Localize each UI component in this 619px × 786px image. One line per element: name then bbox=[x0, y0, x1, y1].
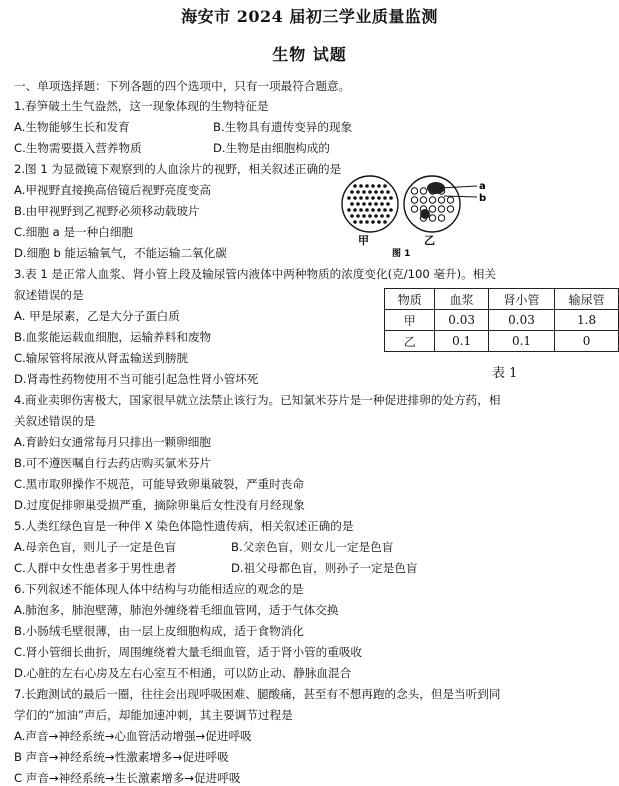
table-cell: 乙 bbox=[385, 331, 435, 352]
red-blood-cell-dot bbox=[377, 208, 381, 212]
q4-option-b: B.可不遵医嘱自行去药店购买氯米芬片 bbox=[14, 456, 212, 470]
figure-caption: 图 1 bbox=[392, 249, 411, 259]
q6-option-d: D.心脏的左右心房及左右心室互不相通，可以防止动、静脉血混合 bbox=[14, 666, 352, 680]
red-blood-cell-dot bbox=[374, 190, 378, 194]
red-blood-cell-dot bbox=[380, 190, 384, 194]
table-cell: 0.1 bbox=[435, 331, 488, 352]
q2-option-c: C.细胞 a 是一种白细胞 bbox=[14, 225, 134, 239]
red-blood-cell-dot bbox=[371, 196, 375, 200]
q7-option-a: A.声音→神经系统→心血管活动增强→促进呼吸 bbox=[14, 729, 252, 743]
q1-option-d: D.生物是由细胞构成的 bbox=[213, 141, 330, 155]
blood-smear-figure bbox=[332, 174, 492, 260]
table-header: 输尿管 bbox=[555, 289, 619, 310]
red-blood-cell-dot bbox=[362, 190, 366, 194]
q6-option-a: A.肺泡多，肺泡壁薄，肺泡外缠绕着毛细血管网，适于气体交换 bbox=[14, 603, 339, 617]
q5-option-a: A.母亲色盲，则儿子一定是色盲 bbox=[14, 540, 177, 554]
q3-option-a: A. 甲是尿素，乙是大分子蛋白质 bbox=[14, 309, 180, 323]
q5-option-d: D.祖父母都色盲，则孙子一定是色盲 bbox=[231, 561, 418, 575]
red-blood-cell-ring bbox=[411, 206, 417, 212]
q3-stem-line1: 3.表 1 是正常人血浆、肾小管上段及输尿管内液体中两种物质的浓度变化(克/100 毫升)。相关 bbox=[14, 267, 496, 281]
table-header: 血浆 bbox=[435, 289, 488, 310]
red-blood-cell-dot bbox=[386, 202, 390, 206]
red-blood-cell-dot bbox=[371, 208, 375, 212]
red-blood-cell-dot bbox=[359, 220, 363, 224]
red-blood-cell-ring bbox=[420, 188, 426, 194]
exam-title: 海安市 2024 届初三学业质量监测 bbox=[181, 7, 438, 26]
red-blood-cell-dot bbox=[374, 214, 378, 218]
q4-stem-line1: 4.商业卖卵伤害极大，国家很早就立法禁止该行为。已知氯米芬片是一种促进排卵的处方药，相 bbox=[14, 393, 501, 407]
q2-option-a: A.甲视野直接换高倍镜后视野亮度变高 bbox=[14, 183, 211, 197]
red-blood-cell-dot bbox=[377, 220, 381, 224]
table-cell: 0.1 bbox=[488, 331, 554, 352]
field-yi bbox=[404, 176, 460, 232]
q7-stem-line1: 7.长跑测试的最后一圈，往往会出现呼吸困难、腿酸痛，甚至有不想再跑的念头，但是当听到同 bbox=[14, 687, 501, 701]
red-blood-cell-ring bbox=[429, 215, 435, 221]
red-blood-cell-ring bbox=[447, 197, 453, 203]
red-blood-cell-dot bbox=[353, 184, 357, 188]
q3-option-c: C.输尿管将尿液从肾盂输送到膀胱 bbox=[14, 351, 189, 365]
red-blood-cell-dot bbox=[374, 202, 378, 206]
red-blood-cell-dot bbox=[383, 184, 387, 188]
table-cell: 甲 bbox=[385, 310, 435, 331]
q6-option-b: B.小肠绒毛壁很薄，由一层上皮细胞构成，适于食物消化 bbox=[14, 624, 304, 638]
red-blood-cell-dot bbox=[356, 190, 360, 194]
red-blood-cell-ring bbox=[438, 206, 444, 212]
q2-stem: 2.图 1 为显微镜下观察到的人血涂片的视野，相关叙述正确的是 bbox=[14, 162, 342, 176]
red-blood-cell-dot bbox=[371, 220, 375, 224]
label-yi: 乙 bbox=[424, 234, 435, 247]
q1-option-b: B.生物具有遗传变异的现象 bbox=[213, 120, 353, 134]
label-a: a bbox=[479, 181, 486, 192]
red-blood-cell-dot bbox=[356, 202, 360, 206]
field-jia bbox=[342, 176, 398, 232]
red-blood-cell-dot bbox=[377, 196, 381, 200]
exam-subtitle: 生物 试题 bbox=[272, 45, 347, 64]
q7-stem-line2: 学们的“加油”声后，却能加速冲刺，其主要调节过程是 bbox=[14, 708, 293, 722]
table-caption: 表 1 bbox=[492, 366, 518, 381]
red-blood-cell-dot bbox=[368, 202, 372, 206]
q4-option-d: D.过度促排卵巢受损严重，摘除卵巢后女性没有月经现象 bbox=[14, 498, 305, 512]
red-blood-cell-dot bbox=[347, 208, 351, 212]
q4-stem-line2: 关叙述错误的是 bbox=[14, 414, 96, 428]
table-row bbox=[385, 331, 619, 352]
label-jia: 甲 bbox=[358, 234, 369, 247]
red-blood-cell-dot bbox=[383, 196, 387, 200]
red-blood-cell-dot bbox=[359, 184, 363, 188]
red-blood-cell-dot bbox=[368, 214, 372, 218]
q5-option-c: C.人群中女性患者多于男性患者 bbox=[14, 561, 177, 575]
q3-option-b: B.血浆能运载血细胞，运输养料和废物 bbox=[14, 330, 212, 344]
red-blood-cell-dot bbox=[350, 214, 354, 218]
red-blood-cell-dot bbox=[356, 214, 360, 218]
red-blood-cell-ring bbox=[447, 206, 453, 212]
red-blood-cell-dot bbox=[386, 190, 390, 194]
red-blood-cell-dot bbox=[386, 214, 390, 218]
red-blood-cell-dot bbox=[347, 196, 351, 200]
q1-stem: 1.春笋破土生气盎然，这一现象体现的生物特征是 bbox=[14, 99, 269, 113]
q4-option-a: A.育龄妇女通常每月只排出一颗卵细胞 bbox=[14, 435, 211, 449]
red-blood-cell-ring bbox=[438, 197, 444, 203]
red-blood-cell-dot bbox=[389, 196, 393, 200]
q3-stem-line2: 叙述错误的是 bbox=[14, 288, 84, 302]
concentration-table bbox=[384, 288, 619, 352]
red-blood-cell-dot bbox=[377, 184, 381, 188]
red-blood-cell-dot bbox=[380, 214, 384, 218]
q7-option-b: B 声音→神经系统→性激素增多→促进呼吸 bbox=[14, 750, 229, 764]
red-blood-cell-dot bbox=[368, 190, 372, 194]
table-cell: 1.8 bbox=[555, 310, 619, 331]
q6-stem: 6.下列叙述不能体现人体中结构与功能相适应的观念的是 bbox=[14, 582, 304, 596]
red-blood-cell-ring bbox=[411, 197, 417, 203]
section-heading: 一、单项选择题：下列各题的四个选项中，只有一项最符合题意。 bbox=[14, 79, 351, 93]
red-blood-cell-dot bbox=[389, 208, 393, 212]
red-blood-cell-dot bbox=[353, 208, 357, 212]
red-blood-cell-dot bbox=[362, 214, 366, 218]
red-blood-cell-ring bbox=[420, 197, 426, 203]
red-blood-cell-dot bbox=[362, 202, 366, 206]
red-blood-cell-dot bbox=[365, 220, 369, 224]
red-blood-cell-dot bbox=[371, 184, 375, 188]
table-header: 肾小管 bbox=[488, 289, 554, 310]
table-row bbox=[385, 310, 619, 331]
red-blood-cell-dot bbox=[380, 202, 384, 206]
q1-option-a: A.生物能够生长和发育 bbox=[14, 120, 130, 134]
q3-option-d: D.肾毒性药物使用不当可能引起急性肾小管坏死 bbox=[14, 372, 259, 386]
q2-option-b: B.由甲视野到乙视野必须移动载玻片 bbox=[14, 204, 200, 218]
red-blood-cell-dot bbox=[350, 202, 354, 206]
red-blood-cell-dot bbox=[365, 208, 369, 212]
q6-option-c: C.肾小管细长曲折，周围缠绕着大量毛细血管，适于肾小管的重吸收 bbox=[14, 645, 363, 659]
table-cell: 0.03 bbox=[488, 310, 554, 331]
table-cell: 0.03 bbox=[435, 310, 488, 331]
red-blood-cell-dot bbox=[359, 196, 363, 200]
q1-option-c: C.生物需要摄入营养物质 bbox=[14, 141, 142, 155]
red-blood-cell-dot bbox=[359, 208, 363, 212]
red-blood-cell-ring bbox=[411, 188, 417, 194]
red-blood-cell-dot bbox=[365, 184, 369, 188]
cell-dark bbox=[420, 209, 430, 219]
red-blood-cell-dot bbox=[350, 190, 354, 194]
red-blood-cell-ring bbox=[429, 197, 435, 203]
red-blood-cell-dot bbox=[353, 220, 357, 224]
red-blood-cell-dot bbox=[383, 208, 387, 212]
red-blood-cell-ring bbox=[429, 206, 435, 212]
q7-option-c: C 声音→神经系统→生长激素增多→促进呼吸 bbox=[14, 771, 241, 785]
q5-option-b: B.父亲色盲，则女儿一定是色盲 bbox=[231, 540, 394, 554]
red-blood-cell-dot bbox=[365, 196, 369, 200]
q5-stem: 5.人类红绿色盲是一种伴 X 染色体隐性遗传病，相关叙述正确的是 bbox=[14, 519, 354, 533]
red-blood-cell-ring bbox=[438, 215, 444, 221]
label-b: b bbox=[479, 193, 487, 204]
table-header-row bbox=[385, 289, 619, 310]
q4-option-c: C.黑市取卵操作不规范，可能导致卵巢破裂，严重时丧命 bbox=[14, 477, 305, 491]
table-cell: 0 bbox=[555, 331, 619, 352]
q2-option-d: D.细胞 b 能运输氧气，不能运输二氧化碳 bbox=[14, 246, 227, 260]
red-blood-cell-dot bbox=[353, 196, 357, 200]
red-blood-cell-dot bbox=[383, 220, 387, 224]
table-header: 物质 bbox=[385, 289, 435, 310]
